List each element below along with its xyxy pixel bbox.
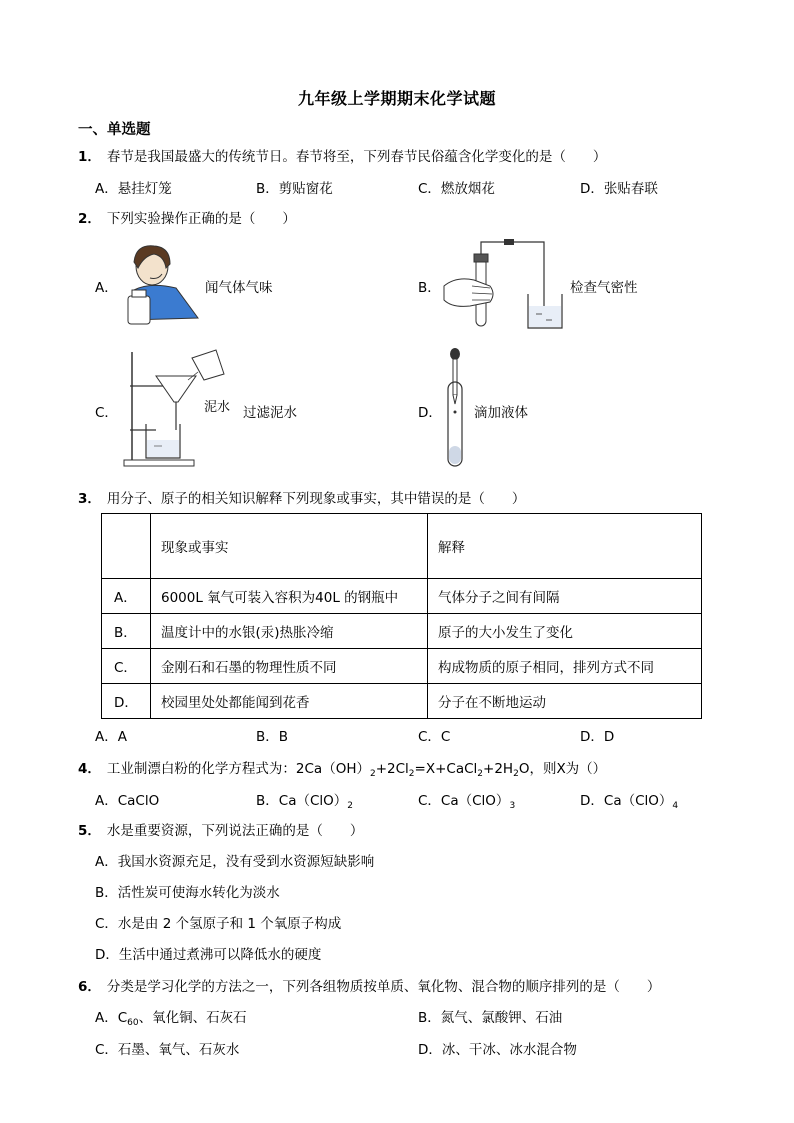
q1-option-a: A．悬挂灯笼 (95, 181, 172, 197)
q4-option-d: D．$Ca(ClO)_4$ (580, 793, 679, 811)
question-4-stem: 4． 工业制漂白粉的化学方程式为：$2Ca(OH)_2+2Cl_2=X+CaCl_2+2H_2O$，则X为（） (78, 761, 607, 779)
table-cell: 原子的大小发生了变化 (428, 614, 702, 649)
table-header-cell: 解释 (428, 514, 702, 579)
airtightness-check-figure (440, 236, 570, 332)
question-3-stem: 3． 用分子、原子的相关知识解释下列现象或事实，其中错误的是（ ） (78, 491, 526, 507)
table-cell: 校园里处处都能闻到花香 (151, 684, 428, 719)
q6-option-d: D．冰、干冰、冰水混合物 (418, 1042, 577, 1058)
table-cell: A． (102, 579, 151, 614)
q3-option-c: C．C (418, 729, 451, 745)
table-cell: D． (102, 684, 151, 719)
table-cell: 温度计中的水银(汞)热胀冷缩 (151, 614, 428, 649)
table-row (102, 579, 702, 614)
q2-option-c-inner-label: 泥水 (204, 400, 231, 415)
table-header-cell (102, 514, 151, 579)
q2-option-b-letter: B． (418, 280, 441, 296)
q2-option-c-letter: C． (95, 405, 118, 421)
q2-option-d-letter: D． (418, 405, 442, 421)
q6-option-a: A．$C_{60}$、氧化铜、石灰石 (95, 1010, 247, 1028)
q2-option-c-label: 过滤泥水 (243, 405, 297, 421)
q4-option-b: B．$Ca(ClO)_2$ (256, 793, 353, 811)
table-cell: 分子在不断地运动 (428, 684, 702, 719)
table-cell: 气体分子之间有间隔 (428, 579, 702, 614)
q2-option-a-label: 闻气体气味 (205, 280, 273, 296)
q4-option-c: C．$Ca(ClO)_3$ (418, 793, 516, 811)
q3-option-a: A．A (95, 729, 127, 745)
q4-option-a: A．CaClO (95, 793, 160, 809)
question-1-stem: 1． 春节是我国最盛大的传统节日。春节将至，下列春节民俗蕴含化学变化的是（ ） (78, 149, 607, 165)
table-row (102, 614, 702, 649)
table-cell: B． (102, 614, 151, 649)
table-row (102, 649, 702, 684)
table-cell: 6000L 氧气可装入容积为40L 的钢瓶中 (151, 579, 428, 614)
q2-option-b-label: 检查气密性 (570, 280, 638, 296)
table-header-row (102, 514, 702, 579)
q5-option-a: A．我国水资源充足，没有受到水资源短缺影响 (95, 854, 375, 870)
q2-option-a-letter: A． (95, 280, 118, 296)
q6-option-c: C．石墨、氧气、石灰水 (95, 1042, 240, 1058)
q5-option-b: B．活性炭可使海水转化为淡水 (95, 885, 280, 901)
section-heading: 一、单选题 (78, 122, 151, 138)
q2-option-d-label: 滴加液体 (474, 405, 528, 421)
table-cell: C． (102, 649, 151, 684)
q1-option-c: C．燃放烟花 (418, 181, 495, 197)
question-6-stem: 6． 分类是学习化学的方法之一，下列各组物质按单质、氧化物、混合物的顺序排列的是（ ） (78, 979, 661, 995)
smelling-gas-figure (120, 238, 200, 328)
page-title: 九年级上学期期末化学试题 (297, 89, 496, 108)
q3-table (101, 513, 702, 719)
q5-option-c: C．水是由 2 个氢原子和 1 个氧原子构成 (95, 916, 342, 932)
q3-option-b: B．B (256, 729, 289, 745)
question-5-stem: 5． 水是重要资源，下列说法正确的是（ ） (78, 823, 364, 839)
q1-option-b: B．剪贴窗花 (256, 181, 333, 197)
table-cell: 构成物质的原子相同，排列方式不同 (428, 649, 702, 684)
table-header-cell: 现象或事实 (151, 514, 428, 579)
q3-option-d: D．D (580, 729, 615, 745)
q6-option-b: B．氮气、氯酸钾、石油 (418, 1010, 563, 1026)
question-2-stem: 2． 下列实验操作正确的是（ ） (78, 211, 296, 227)
q5-option-d: D．生活中通过煮沸可以降低水的硬度 (95, 947, 322, 963)
q1-option-d: D．张贴春联 (580, 181, 658, 197)
table-cell: 金刚石和石墨的物理性质不同 (151, 649, 428, 684)
dropper-figure (440, 346, 470, 470)
table-row (102, 684, 702, 719)
